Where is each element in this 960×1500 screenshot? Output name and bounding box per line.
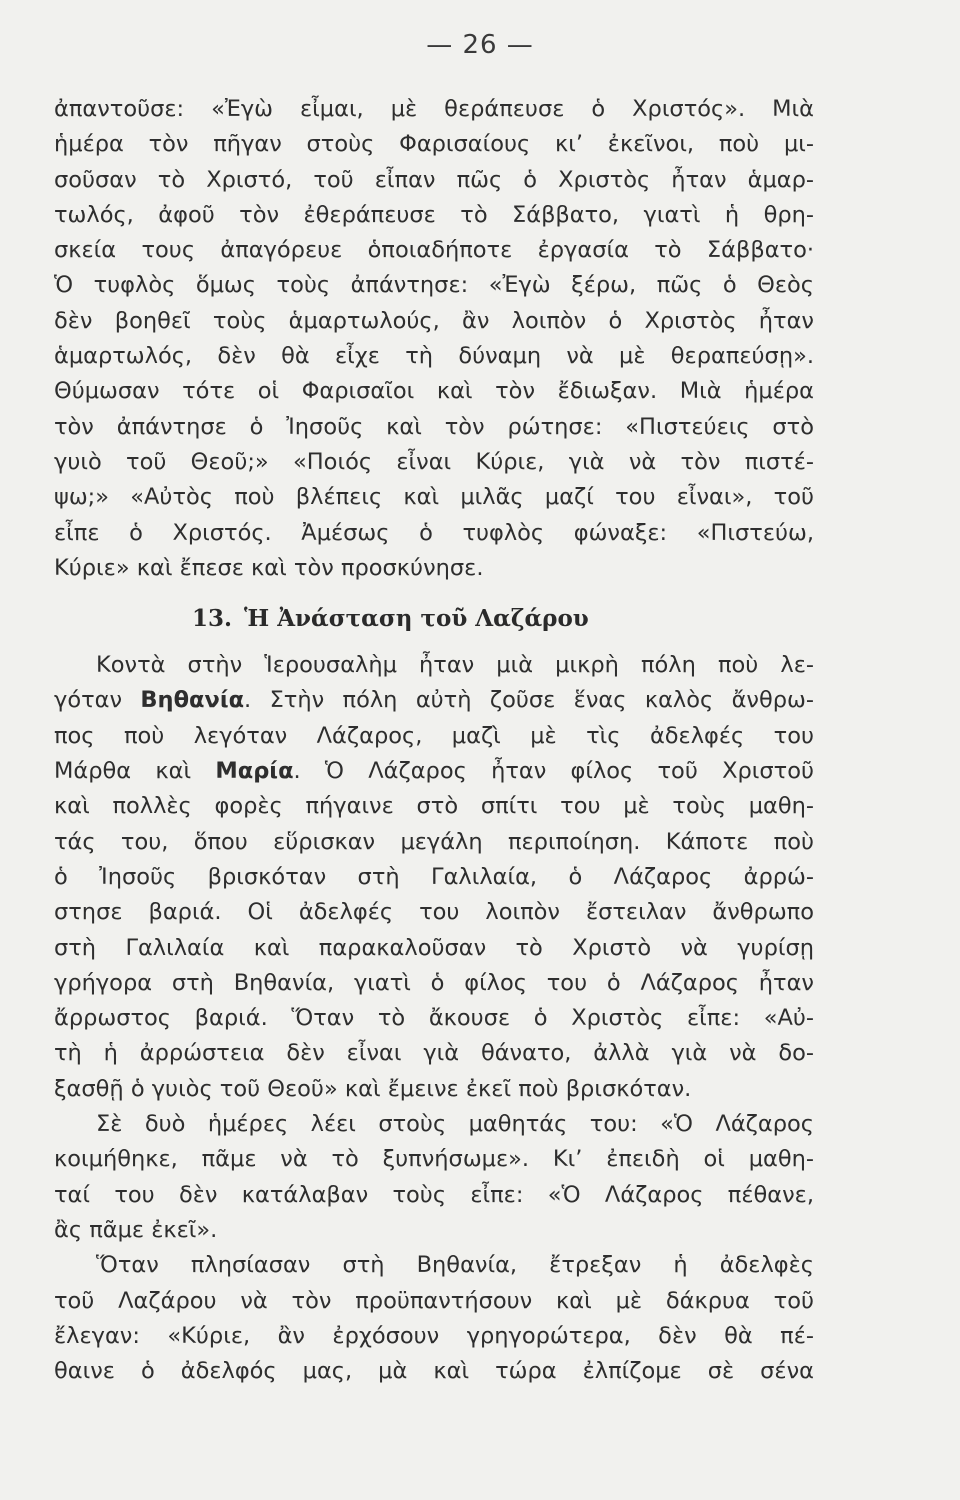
section-number: 13.: [192, 605, 233, 633]
page-number: — 26 —: [426, 30, 534, 60]
text-line: Θύμωσαν τότε οἱ Φαρισαῖοι καὶ τὸν ἔδιωξαν. Μιὰ ἡμέρα: [54, 378, 814, 405]
text-line: τὴ ἡ ἀρρώστεια δὲν εἶναι γιὰ θάνατο, ἀλλὰ γιὰ νὰ δο-: [54, 1040, 814, 1067]
text-line: γόταν Βηθανία. Στὴν πόλη αὐτὴ ζοῦσε ἕνας καλὸς ἄνθρω-: [54, 687, 814, 714]
text-line: τὸν ἀπάντησε ὁ Ἰησοῦς καὶ τὸν ρώτησε: «Πιστεύεις στὸ: [54, 413, 814, 440]
text-line: δὲν βοηθεῖ τοὺς ἁμαρτωλούς, ἂν λοιπὸν ὁ Χριστὸς ἦταν: [54, 307, 814, 334]
text-line: ψω;» «Αὐτὸς ποὺ βλέπεις καὶ μιλᾶς μαζί του εἶναι», τοῦ: [54, 484, 814, 511]
section-title: Ἡ Ἀνάσταση τοῦ Λαζάρου: [244, 605, 589, 633]
text-line: Ὁ τυφλὸς ὅμως τοὺς ἀπάντησε: «Ἐγὼ ξέρω, πῶς ὁ Θεὸς: [54, 272, 814, 299]
text-line: ἡμέρα τὸν πῆγαν στοὺς Φαρισαίους κι’ ἐκεῖνοι, ποὺ μι-: [54, 131, 814, 158]
text-line: τωλός, ἀφοῦ τὸν ἐθεράπευσε τὸ Σάββατο, γιατὶ ἡ θρη-: [54, 201, 814, 228]
place-name: Βηθανία: [140, 687, 245, 714]
text-line: καὶ πολλὲς φορὲς πήγαινε στὸ σπίτι του μὲ τοὺς μαθη-: [54, 793, 814, 820]
text-line: σοῦσαν τὸ Χριστό, τοῦ εἶπαν πῶς ὁ Χριστὸς ἦταν ἁμαρ-: [54, 166, 814, 193]
page-text: [54, 92, 814, 1389]
text-line: γρήγορα στὴ Βηθανία, γιατὶ ὁ φίλος του ὁ Λάζαρος ἦταν: [54, 969, 814, 996]
text-line: Ὅταν πλησίασαν στὴ Βηθανία, ἔτρεξαν ἡ ἀδελφὲς: [96, 1252, 814, 1279]
text-line: εἶπε ὁ Χριστός. Ἀμέσως ὁ τυφλὸς φώναξε: «Πιστεύω,: [54, 519, 814, 546]
person-name: Μαρία: [215, 758, 294, 785]
text-line: σκεία τους ἀπαγόρευε ὁποιαδήποτε ἐργασία τὸ Σάββατο·: [54, 237, 814, 264]
text-line: κοιμήθηκε, πᾶμε νὰ τὸ ξυπνήσωμε». Κι’ ἐπειδὴ οἱ μαθη-: [54, 1146, 814, 1173]
text-line: τοῦ Λαζάρου νὰ τὸν προϋπαντήσουν καὶ μὲ δάκρυα τοῦ: [54, 1287, 814, 1314]
text-line: στὴ Γαλιλαία καὶ παρακαλοῦσαν τὸ Χριστὸ νὰ γυρίσῃ: [54, 934, 814, 961]
text-line: ἄρρωστος βαριά. Ὅταν τὸ ἄκουσε ὁ Χριστὸς εἶπε: «Αὐ-: [54, 1005, 814, 1032]
text-line: στησε βαριά. Οἱ ἀδελφές του λοιπὸν ἔστειλαν ἄνθρωπο: [54, 899, 814, 926]
paragraph-3: [54, 1107, 814, 1248]
paragraph-1: [54, 92, 814, 586]
text-line: ἀπαντοῦσε: «Ἐγὼ εἶμαι, μὲ θεράπευσε ὁ Χριστός». Μιὰ: [54, 96, 814, 122]
text-line: Σὲ δυὸ ἡμέρες λέει στοὺς μαθητάς του: «Ὁ Λάζαρος: [96, 1111, 814, 1138]
text-line: ἂς πᾶμε ἐκεῖ».: [54, 1216, 218, 1243]
text-line: Κοντὰ στὴν Ἱερουσαλὴμ ἦταν μιὰ μικρὴ πόλη ποὺ λε-: [96, 652, 814, 679]
text-line: ξασθῇ ὁ γυιὸς τοῦ Θεοῦ» καὶ ἔμεινε ἐκεῖ ποὺ βρισκόταν.: [54, 1075, 692, 1102]
text-line: ὁ Ἰησοῦς βρισκόταν στὴ Γαλιλαία, ὁ Λάζαρος ἀρρώ-: [54, 863, 814, 890]
section-heading: [54, 586, 814, 648]
text-line: γυιὸ τοῦ Θεοῦ;» «Ποιός εἶναι Κύριε, γιὰ νὰ τὸν πιστέ-: [54, 448, 814, 475]
text-line: θαινε ὁ ἀδελφός μας, μὰ καὶ τώρα ἐλπίζομε σὲ σένα: [54, 1358, 814, 1385]
text-line: ἔλεγαν: «Κύριε, ἂν ἐρχόσουν γρηγορώτερα, δὲν θὰ πέ-: [54, 1322, 814, 1349]
text-line: Κύριε» καὶ ἔπεσε καὶ τὸν προσκύνησε.: [54, 554, 484, 581]
text-line: Μάρθα καὶ Μαρία. Ὁ Λάζαρος ἦταν φίλος τοῦ Χριστοῦ: [54, 758, 814, 785]
text-line: ἁμαρτωλός, δὲν θὰ εἶχε τὴ δύναμη νὰ μὲ θεραπεύσῃ».: [54, 343, 814, 370]
text-line: πος ποὺ λεγόταν Λάζαρος, μαζὶ μὲ τὶς ἀδελφές του: [54, 722, 814, 749]
paragraph-2: [54, 648, 814, 1107]
text-line: ταί του δὲν κατάλαβαν τοὺς εἶπε: «Ὁ Λάζαρος πέθανε,: [54, 1181, 814, 1208]
text-line: τάς του, ὅπου εὕρισκαν μεγάλη περιποίηση. Κάποτε ποὺ: [54, 828, 814, 855]
paragraph-4: [54, 1248, 814, 1389]
